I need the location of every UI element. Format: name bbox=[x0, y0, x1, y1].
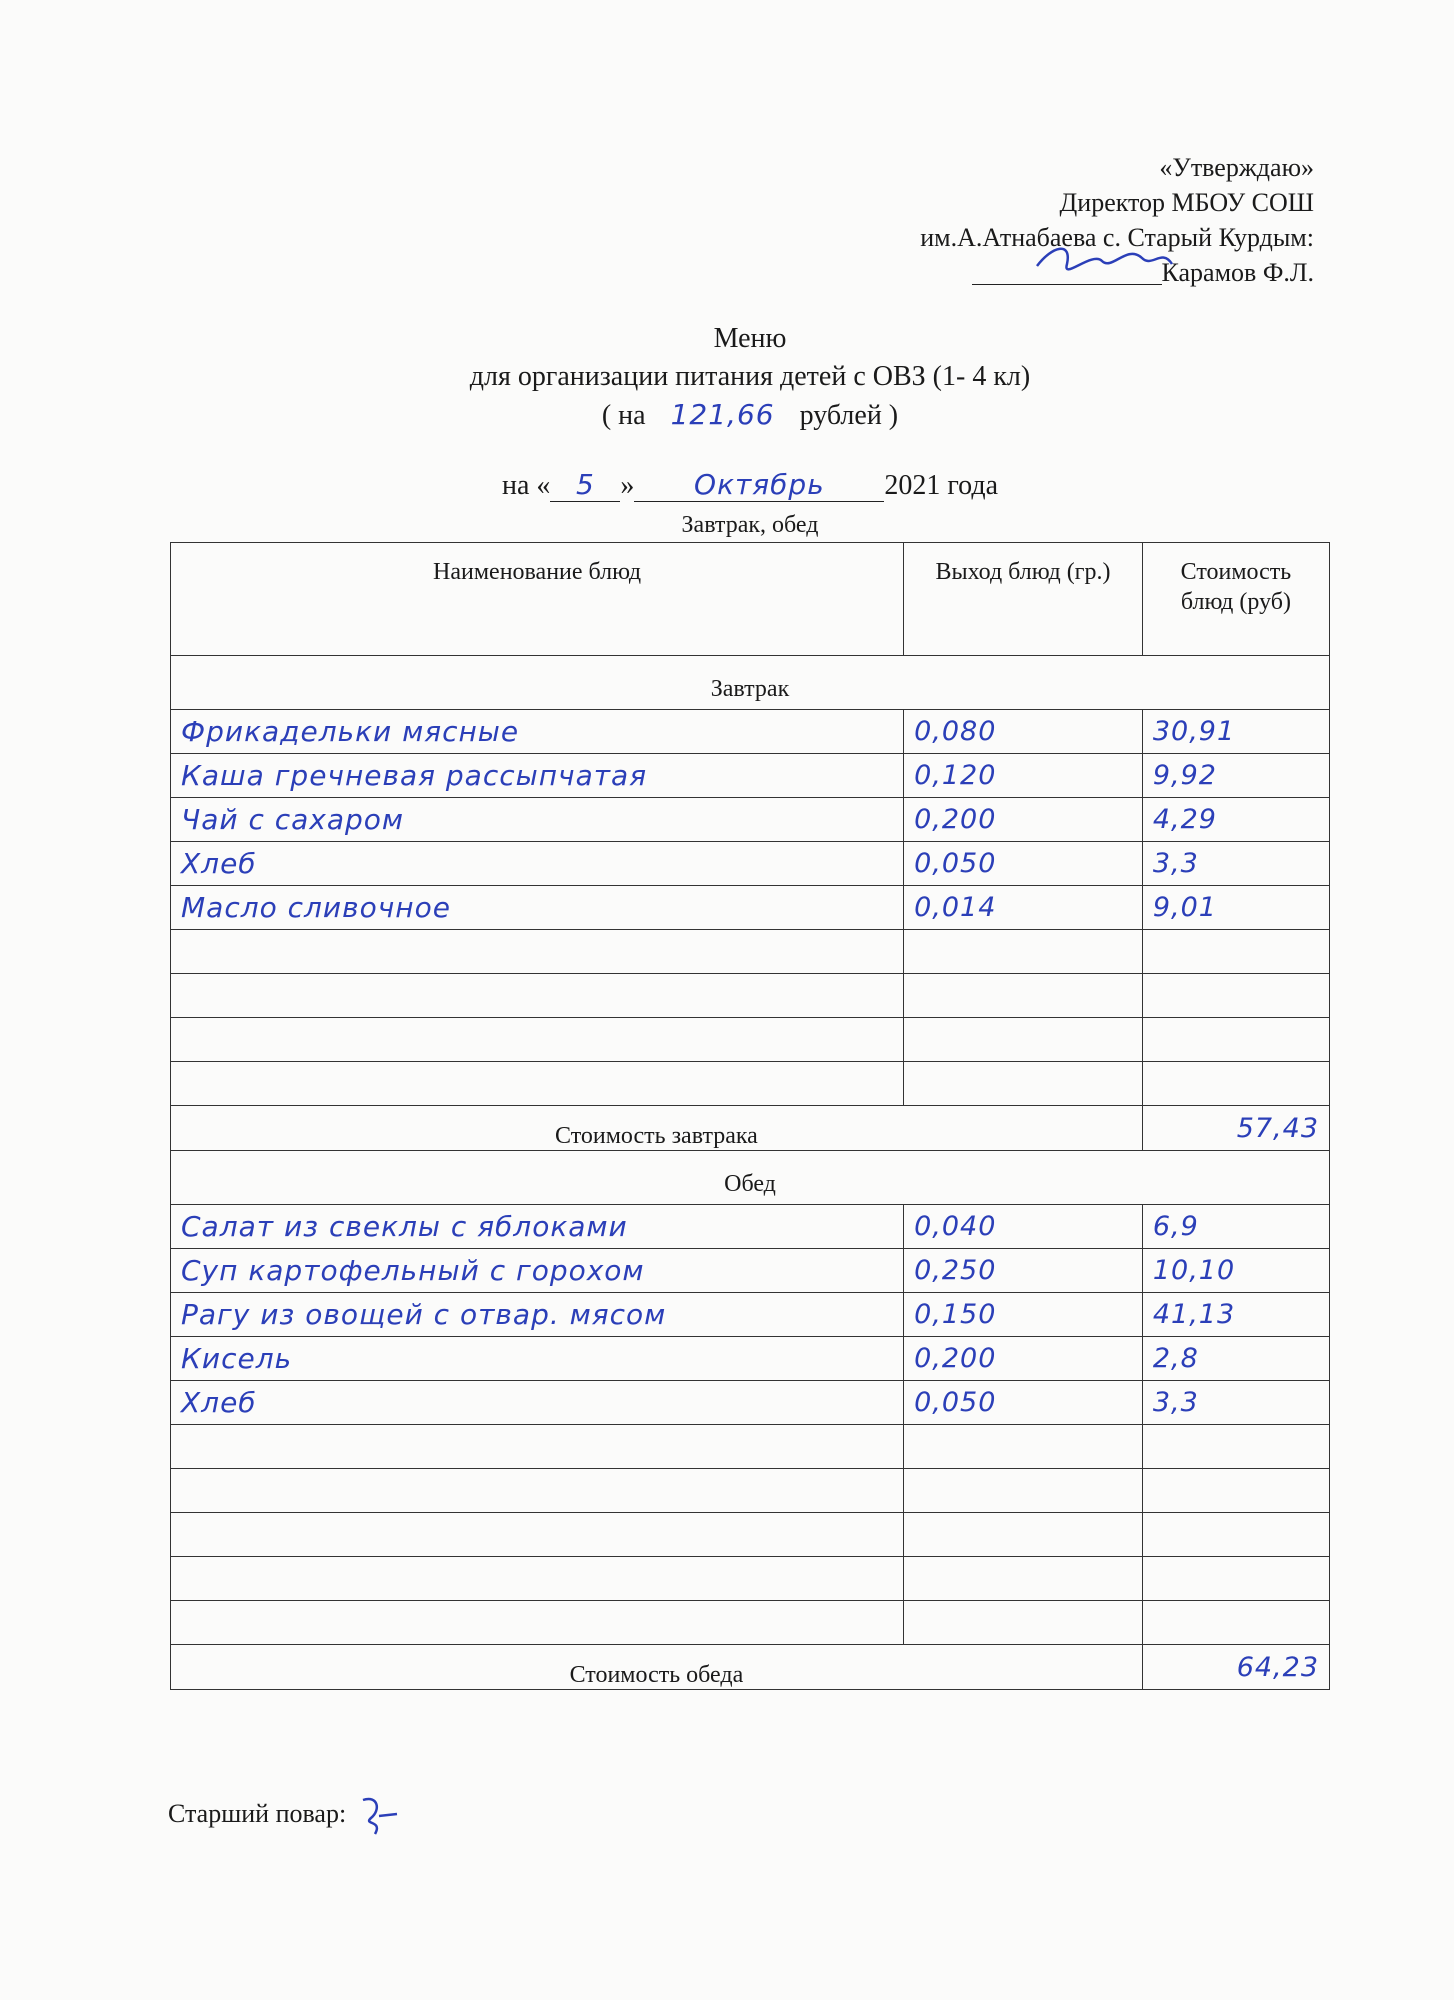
cost-cell bbox=[1142, 1469, 1329, 1513]
breakfast-total-value: 57,43 bbox=[1142, 1106, 1329, 1151]
weight-cell: 0,200 bbox=[904, 1337, 1143, 1381]
approval-heading: «Утверждаю» bbox=[1159, 153, 1314, 182]
date-prefix: на « bbox=[501, 470, 551, 501]
amount-value: 121,66 bbox=[670, 398, 775, 431]
amount-suffix: рублей ) bbox=[799, 400, 899, 431]
menu-title: Меню bbox=[713, 323, 787, 354]
dish-cell: Рагу из овощей с отвар. мясом bbox=[171, 1293, 904, 1337]
weight-cell: 0,050 bbox=[904, 842, 1143, 886]
dish-cell: Кисель bbox=[171, 1337, 904, 1381]
dish-cell: Хлеб bbox=[171, 1381, 904, 1425]
approval-school: им.А.Атнабаева с. Старый Курдым: bbox=[920, 223, 1314, 252]
dish-cell bbox=[171, 1513, 904, 1557]
lunch-section-row bbox=[171, 1151, 1330, 1205]
weight-cell: 0,200 bbox=[904, 798, 1143, 842]
dish-cell bbox=[171, 1601, 904, 1645]
table-caption: Завтрак, обед bbox=[681, 512, 819, 538]
cost-cell bbox=[1142, 1513, 1329, 1557]
lunch-title: Обед bbox=[171, 1151, 1330, 1205]
cost-cell: 3,3 bbox=[1142, 842, 1329, 886]
cost-cell: 2,8 bbox=[1142, 1337, 1329, 1381]
date-mid: » bbox=[620, 470, 635, 501]
weight-cell bbox=[904, 1062, 1143, 1106]
weight-cell bbox=[904, 974, 1143, 1018]
table-row bbox=[171, 1062, 1330, 1106]
weight-cell bbox=[904, 1469, 1143, 1513]
breakfast-title: Завтрак bbox=[171, 656, 1330, 710]
weight-cell bbox=[904, 1601, 1143, 1645]
lunch-total-row bbox=[171, 1645, 1330, 1690]
dish-cell: Хлеб bbox=[171, 842, 904, 886]
table-row bbox=[171, 1293, 1330, 1337]
lunch-total-label: Стоимость обеда bbox=[171, 1645, 1143, 1690]
weight-cell bbox=[904, 1018, 1143, 1062]
weight-cell bbox=[904, 1425, 1143, 1469]
cost-cell bbox=[1142, 1018, 1329, 1062]
table-row bbox=[171, 974, 1330, 1018]
date-year: 2021 года bbox=[884, 470, 999, 501]
dish-cell bbox=[171, 1425, 904, 1469]
menu-date bbox=[170, 468, 1330, 502]
weight-cell: 0,150 bbox=[904, 1293, 1143, 1337]
cost-cell: 6,9 bbox=[1142, 1205, 1329, 1249]
table-row bbox=[171, 1425, 1330, 1469]
dish-cell bbox=[171, 1469, 904, 1513]
table-row bbox=[171, 754, 1330, 798]
weight-cell: 0,050 bbox=[904, 1381, 1143, 1425]
weight-cell bbox=[904, 930, 1143, 974]
cost-cell bbox=[1142, 1425, 1329, 1469]
dish-cell bbox=[171, 974, 904, 1018]
table-row bbox=[171, 930, 1330, 974]
approval-signature-line bbox=[754, 255, 1314, 290]
table-row bbox=[171, 1469, 1330, 1513]
amount-prefix: ( на bbox=[601, 400, 646, 431]
table-row bbox=[171, 1601, 1330, 1645]
menu-table bbox=[170, 542, 1330, 1690]
table-row bbox=[171, 710, 1330, 754]
weight-cell: 0,080 bbox=[904, 710, 1143, 754]
breakfast-total-row bbox=[171, 1106, 1330, 1151]
dish-cell bbox=[171, 1018, 904, 1062]
dish-cell bbox=[171, 930, 904, 974]
dish-cell: Масло сливочное bbox=[171, 886, 904, 930]
date-day: 5 bbox=[550, 468, 620, 502]
cost-cell bbox=[1142, 930, 1329, 974]
dish-cell: Чай с сахаром bbox=[171, 798, 904, 842]
weight-cell bbox=[904, 1557, 1143, 1601]
dish-cell: Суп картофельный с горохом bbox=[171, 1249, 904, 1293]
table-header-row bbox=[171, 543, 1330, 656]
dish-cell: Салат из свеклы с яблоками bbox=[171, 1205, 904, 1249]
breakfast-total-label: Стоимость завтрака bbox=[171, 1106, 1143, 1151]
menu-amount-line bbox=[170, 396, 1330, 435]
cost-cell: 9,92 bbox=[1142, 754, 1329, 798]
cost-cell: 9,01 bbox=[1142, 886, 1329, 930]
dish-cell: Каша гречневая рассыпчатая bbox=[171, 754, 904, 798]
header-cost: Стоимость блюд (руб) bbox=[1142, 543, 1329, 656]
dish-cell: Фрикадельки мясные bbox=[171, 710, 904, 754]
cost-cell: 10,10 bbox=[1142, 1249, 1329, 1293]
cost-cell bbox=[1142, 974, 1329, 1018]
cook-signature-line bbox=[168, 1790, 413, 1840]
header-weight: Выход блюд (гр.) bbox=[904, 543, 1143, 656]
weight-cell: 0,120 bbox=[904, 754, 1143, 798]
breakfast-section-row bbox=[171, 656, 1330, 710]
table-row bbox=[171, 1018, 1330, 1062]
menu-title-block bbox=[170, 320, 1330, 435]
director-signature bbox=[972, 258, 1162, 285]
dish-cell bbox=[171, 1557, 904, 1601]
table-row bbox=[171, 1337, 1330, 1381]
table-row bbox=[171, 1249, 1330, 1293]
lunch-rows bbox=[171, 1205, 1330, 1645]
weight-cell bbox=[904, 1513, 1143, 1557]
approval-position: Директор МБОУ СОШ bbox=[1059, 188, 1314, 217]
table-row bbox=[171, 1513, 1330, 1557]
menu-subtitle: для организации питания детей с ОВЗ (1- 4 кл) bbox=[469, 361, 1031, 392]
cost-cell: 41,13 bbox=[1142, 1293, 1329, 1337]
cook-label: Старший повар: bbox=[168, 1799, 347, 1828]
cost-cell bbox=[1142, 1601, 1329, 1645]
table-row bbox=[171, 886, 1330, 930]
table-row bbox=[171, 1557, 1330, 1601]
date-month: Октябрь bbox=[634, 468, 884, 502]
cost-cell bbox=[1142, 1557, 1329, 1601]
breakfast-rows bbox=[171, 710, 1330, 1106]
director-signature-scribble bbox=[1032, 236, 1222, 284]
table-row bbox=[171, 1381, 1330, 1425]
cook-signature bbox=[353, 1790, 413, 1840]
table-row bbox=[171, 842, 1330, 886]
table-row bbox=[171, 1205, 1330, 1249]
weight-cell: 0,250 bbox=[904, 1249, 1143, 1293]
dish-cell bbox=[171, 1062, 904, 1106]
cost-cell: 4,29 bbox=[1142, 798, 1329, 842]
approval-signer: Карамов Ф.Л. bbox=[1161, 258, 1314, 287]
table-row bbox=[171, 798, 1330, 842]
cost-cell bbox=[1142, 1062, 1329, 1106]
cost-cell: 3,3 bbox=[1142, 1381, 1329, 1425]
cost-cell: 30,91 bbox=[1142, 710, 1329, 754]
approval-block bbox=[754, 150, 1314, 290]
weight-cell: 0,014 bbox=[904, 886, 1143, 930]
lunch-total-value: 64,23 bbox=[1142, 1645, 1329, 1690]
weight-cell: 0,040 bbox=[904, 1205, 1143, 1249]
header-dish: Наименование блюд bbox=[171, 543, 904, 656]
